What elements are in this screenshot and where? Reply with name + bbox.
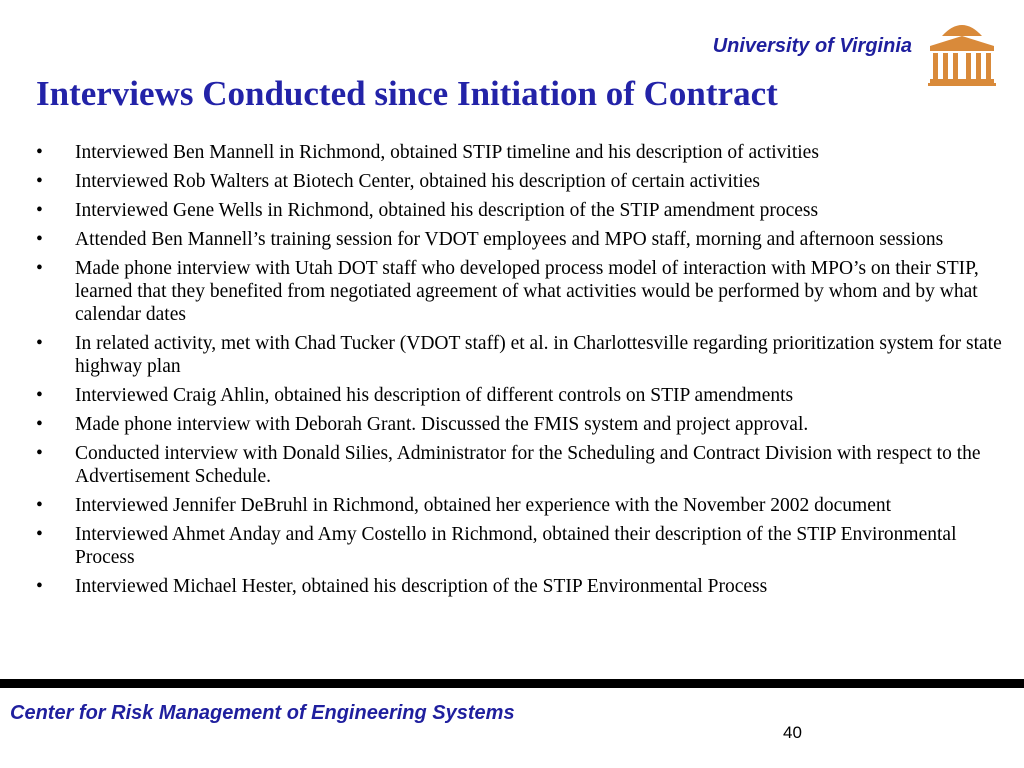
bullet-text: Made phone interview with Utah DOT staff who developed process model of interaction with MPO’s on their STIP, learned that they benefited from negotiated agreement of what activities would be performed by whom and by what calendar dates: [75, 258, 979, 325]
bullet-text: Interviewed Rob Walters at Biotech Center, obtained his description of certain activities: [75, 171, 760, 192]
bullet-list: [36, 141, 1016, 604]
bullet-marker: •: [36, 142, 43, 163]
bullet-marker: •: [36, 524, 43, 545]
bullet-marker: •: [36, 414, 43, 435]
bullet-marker: •: [36, 200, 43, 221]
slide-title: Interviews Conducted since Initiation of Contract: [36, 74, 778, 113]
bullet-text: Interviewed Gene Wells in Richmond, obtained his description of the STIP amendment process: [75, 200, 819, 221]
bullet-marker: •: [36, 385, 43, 406]
bullet-item: [36, 384, 1016, 407]
footer-divider: [0, 679, 1024, 688]
page-number: 40: [783, 723, 802, 742]
bullet-text: Made phone interview with Deborah Grant. Discussed the FMIS system and project approval.: [75, 414, 809, 435]
bullet-text: Attended Ben Mannell’s training session for VDOT employees and MPO staff, morning and afternoon sessions: [75, 229, 944, 250]
bullet-text: In related activity, met with Chad Tucker (VDOT staff) et al. in Charlottesville regarding prioritization system for state highway plan: [75, 333, 1002, 377]
bullet-item: [36, 494, 1016, 517]
bullet-marker: •: [36, 333, 43, 354]
bullet-marker: •: [36, 171, 43, 192]
rotunda-icon: [928, 16, 996, 86]
university-label: University of Virginia: [712, 35, 912, 57]
bullet-item: [36, 332, 1016, 378]
bullet-item: [36, 523, 1016, 569]
bullet-item: [36, 199, 1016, 222]
bullet-item: [36, 413, 1016, 436]
bullet-text: Interviewed Ahmet Anday and Amy Costello in Richmond, obtained their description of the STIP Environmental Process: [75, 524, 957, 568]
bullet-item: [36, 575, 1016, 598]
bullet-text: Conducted interview with Donald Silies, Administrator for the Scheduling and Contract Division with respect to the Advertisement Schedule.: [75, 443, 981, 487]
bullet-marker: •: [36, 229, 43, 250]
bullet-marker: •: [36, 495, 43, 516]
bullet-item: [36, 442, 1016, 488]
bullet-text: Interviewed Michael Hester, obtained his description of the STIP Environmental Process: [75, 576, 768, 597]
bullet-text: Interviewed Jennifer DeBruhl in Richmond, obtained her experience with the November 2002 document: [75, 495, 892, 516]
bullet-text: Interviewed Craig Ahlin, obtained his description of different controls on STIP amendments: [75, 385, 794, 406]
bullet-item: [36, 257, 1016, 326]
bullet-item: [36, 228, 1016, 251]
bullet-marker: •: [36, 576, 43, 597]
bullet-marker: •: [36, 258, 43, 279]
bullet-item: [36, 141, 1016, 164]
bullet-item: [36, 170, 1016, 193]
bullet-marker: •: [36, 443, 43, 464]
footer-center-name: Center for Risk Management of Engineering Systems: [10, 702, 515, 724]
bullet-text: Interviewed Ben Mannell in Richmond, obtained STIP timeline and his description of activities: [75, 142, 819, 163]
